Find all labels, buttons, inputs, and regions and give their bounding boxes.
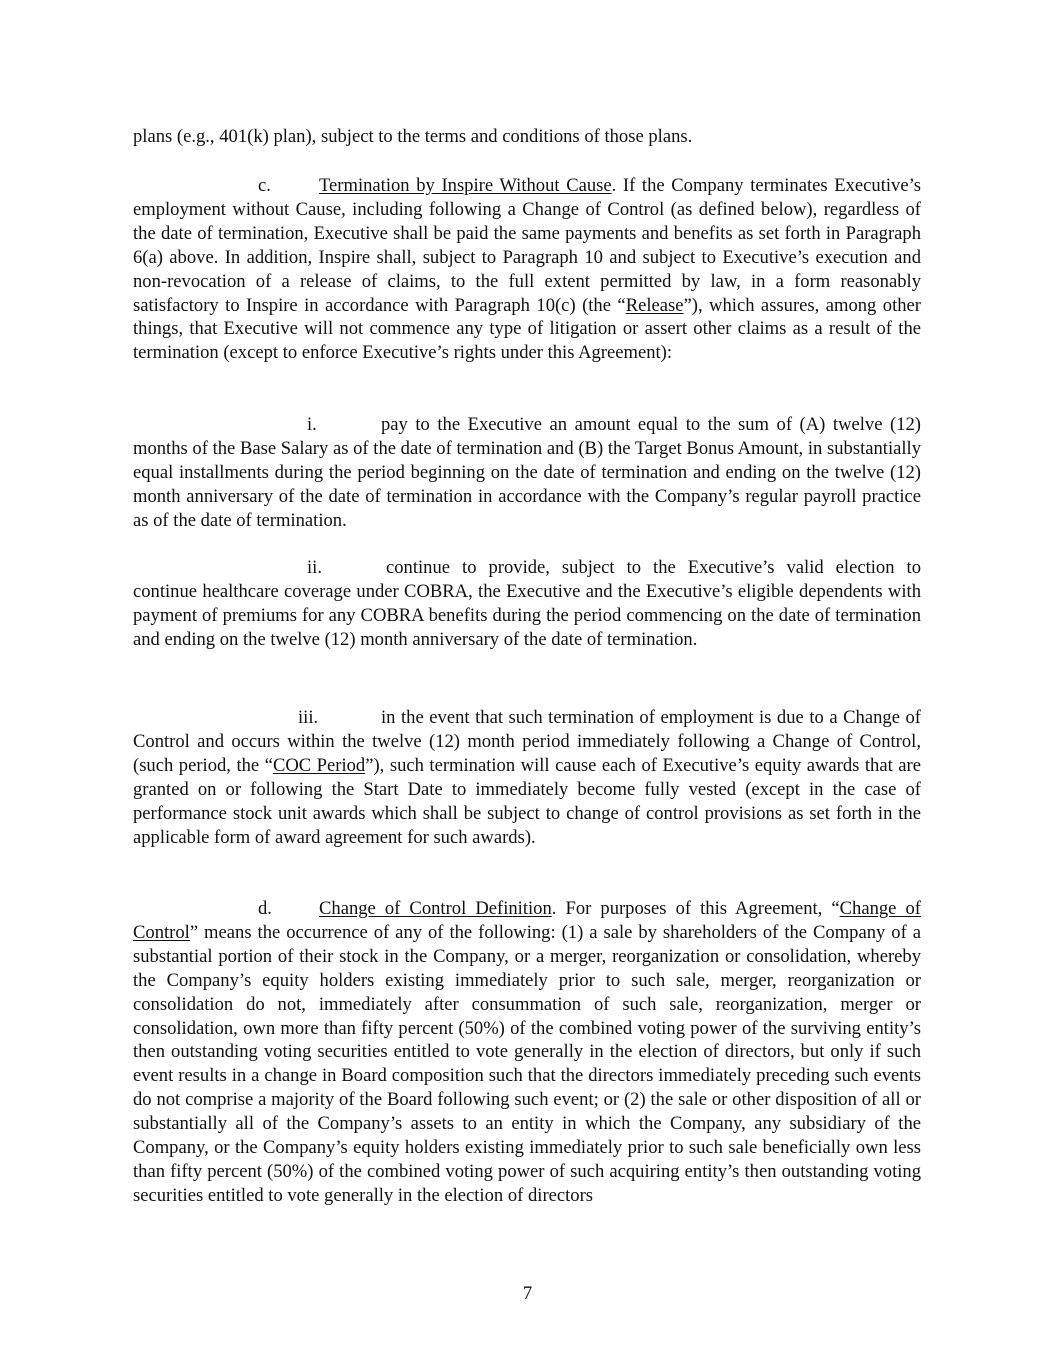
defined-term-change-of-control: Change of Control xyxy=(133,898,922,943)
item-iii-marker: iii. xyxy=(298,707,319,728)
paragraph-d-marker: d. xyxy=(258,898,272,919)
paragraph-c-marker: c. xyxy=(258,175,271,196)
defined-term-release: Release xyxy=(625,294,684,316)
paragraph-c-text-2: ”), which assures, among other things, that Executive will not commence any type of litigation or assert other claims as a result of the termination (except to enforce Executive’s rights under this Agreement): xyxy=(133,294,921,364)
item-iii-text-2: ”), such termination will cause each of Executive’s equity awards that are granted on or following the Start Date to immediately become fully vested (except in the case of performance stock unit awards which shall be subject to change of control provisions as set forth in the applicable form of award agreement for such awards). xyxy=(133,754,921,848)
paragraph-d-text-2: ” means the occurrence of any of the following: (1) a sale by shareholders of the Company of a substantial portion of their stock in the Company, or a merger, reorganization or consolidation, whereby the Company’s equity holders existing immediately prior to such sale, merger, reorganization or consolidation do not, immediately after consummation of such sale, reorganization, merger or consolidation, own more than fifty percent (50%) of the combined voting power of the surviving entity’s then outstanding voting securities entitled to vote generally in the election of directors, but only if such event results in a change in Board composition such that the directors immediately preceding such events do not comprise a majority of the Board following such event; or (2) the sale or other disposition of all or substantially all of the Company’s assets to an entity in which the Company, any subsidiary of the Company, or the Company’s equity holders existing immediately prior to such sale beneficially own less than fifty percent (50%) of the combined voting power of such acquiring entity’s then outstanding voting securities entitled to vote generally in the election of directors xyxy=(133,921,921,1206)
paragraph-d-text-1: . For purposes of this Agreement, “ xyxy=(551,898,840,919)
defined-term-coc-period: COC Period xyxy=(272,754,366,776)
item-ii xyxy=(133,556,921,652)
item-iii-text-1: in the event that such termination of employment is due to a Change of Control and occurs within the twelve (12) month period immediately following a Change of Control, (such period, the “ xyxy=(133,707,921,776)
item-ii-text: continue to provide, subject to the Executive’s valid election to continue healthcare coverage under COBRA, the Executive and the Executive’s eligible dependents with payment of premiums for any COBRA benefits during the period commencing on the date of termination and ending on the twelve (12) month anniversary of the date of termination. xyxy=(133,557,921,650)
paragraph-c xyxy=(133,174,921,365)
paragraph-d xyxy=(133,897,921,1208)
paragraph-c-heading: Termination by Inspire Without Cause xyxy=(319,175,612,196)
item-ii-marker: ii. xyxy=(307,557,322,578)
continued-paragraph: plans (e.g., 401(k) plan), subject to the terms and conditions of those plans. xyxy=(133,126,693,147)
item-i-marker: i. xyxy=(307,414,317,435)
page-number: 7 xyxy=(522,1283,533,1304)
paragraph-c-text-1: . If the Company terminates Executive’s employment without Cause, including following a Change of Control (as defined below), regardless of the date of termination, Executive shall be paid the same payments and benefits as set forth in Paragraph 6(a) above. In addition, Inspire shall, subject to Paragraph 10 and subject to Executive’s execution and non-revocation of a release of claims, to the full extent permitted by law, in a form reasonably satisfactory to Inspire in accordance with Paragraph 10(c) (the “ xyxy=(133,175,921,316)
paragraph-d-heading: Change of Control Definition xyxy=(319,898,552,919)
item-i-text: pay to the Executive an amount equal to the sum of (A) twelve (12) months of the Base Salary as of the date of termination and (B) the Target Bonus Amount, in substantially equal installments during the period beginning on the date of termination and ending on the twelve (12) month anniversary of the date of termination in accordance with the Company’s regular payroll practice as of the date of termination. xyxy=(133,414,921,531)
item-i xyxy=(133,413,921,533)
item-iii xyxy=(133,706,921,849)
